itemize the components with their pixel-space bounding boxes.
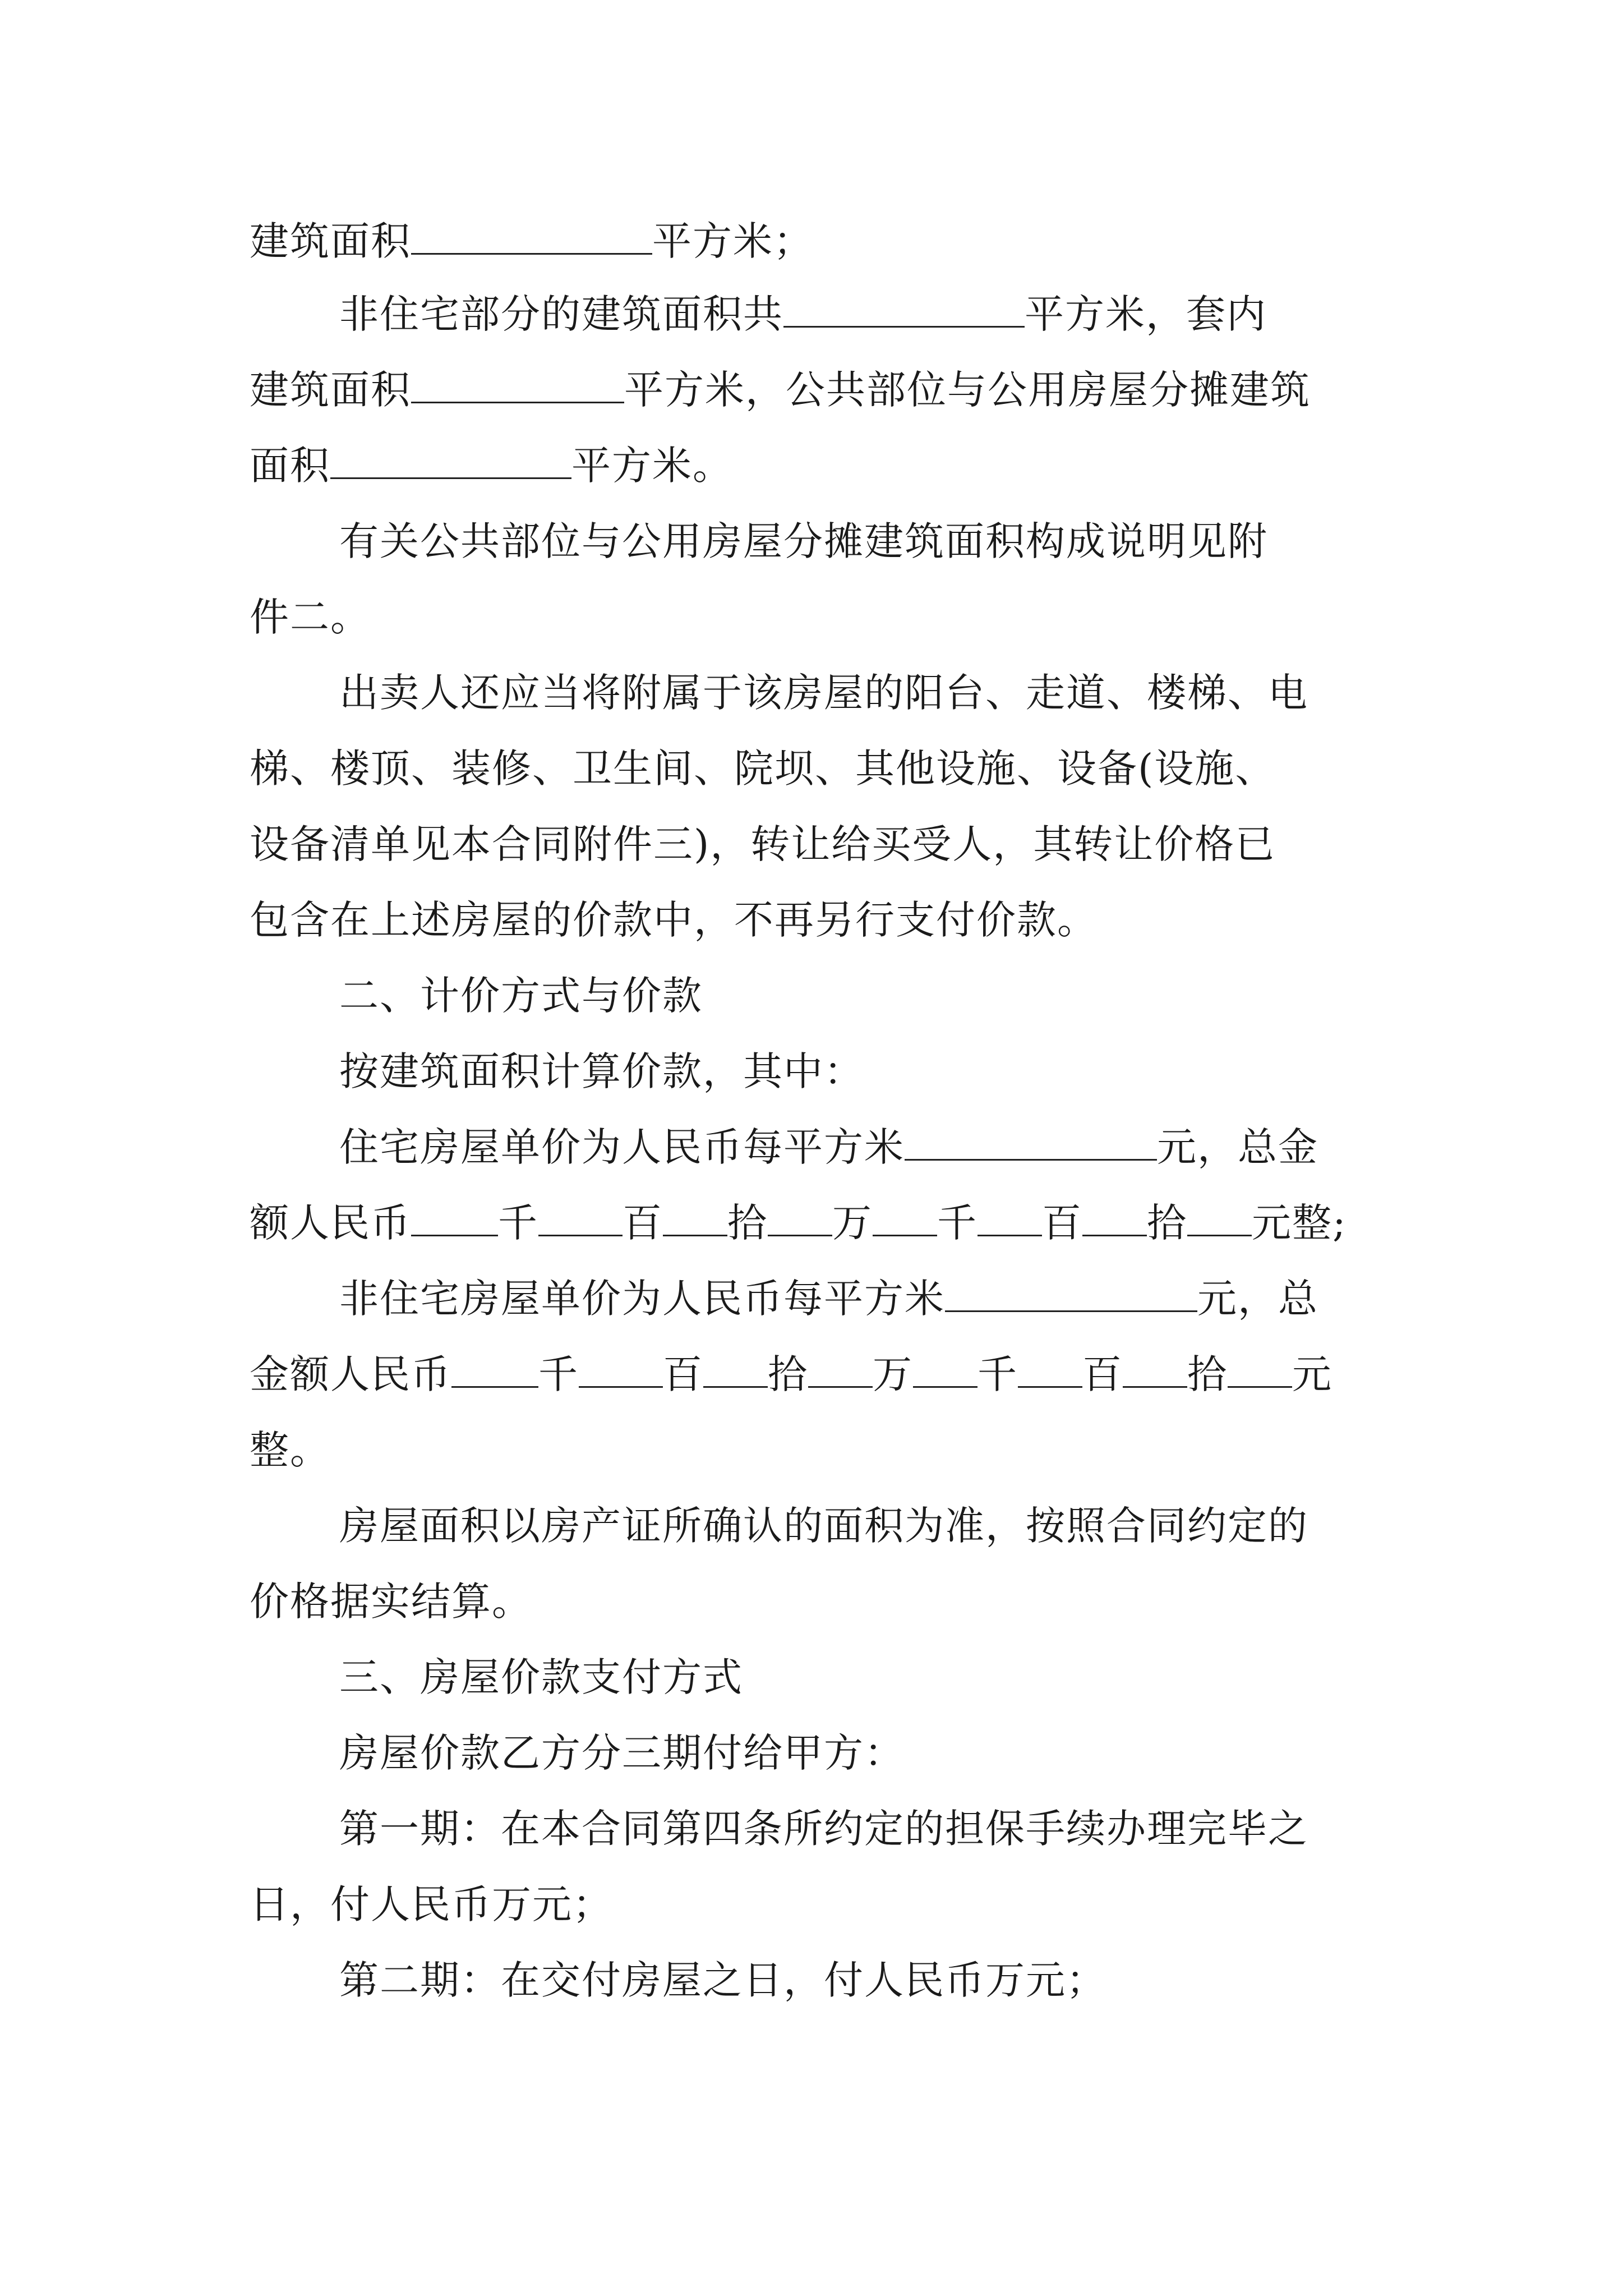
fill-blank (873, 1197, 937, 1236)
section-heading (339, 968, 703, 1024)
text-segment: 第二期：在交付房屋之日，付人民币万元； (339, 1957, 1106, 2003)
text-segment: 住宅房屋单价为人民币每平方米 (339, 1124, 905, 1170)
text-segment: 拾 (727, 1200, 768, 1246)
text-line (339, 1119, 1318, 1175)
fill-blank (1082, 1197, 1147, 1236)
text-segment: 梯、楼顶、装修、卫生间、院坝、其他设施、设备(设施、 (250, 746, 1276, 792)
text-segment: 平方米； (652, 218, 814, 264)
fill-blank (978, 1197, 1042, 1236)
text-segment: 千 (937, 1200, 978, 1246)
fill-blank (913, 1348, 978, 1388)
fill-blank (945, 1272, 1197, 1312)
text-line (250, 1876, 613, 1932)
text-line (339, 1725, 905, 1781)
fill-blank (411, 215, 652, 255)
text-segment: 第一期：在本合同第四条所约定的担保手续办理完毕之 (339, 1806, 1308, 1852)
text-segment: 拾 (1147, 1200, 1187, 1246)
text-line (339, 1271, 1318, 1327)
text-segment: 百 (1082, 1351, 1123, 1397)
text-segment: 房屋面积以房产证所确认的面积为准，按照合同约定的 (339, 1503, 1308, 1549)
text-segment: 千 (538, 1351, 579, 1397)
text-segment: 平方米，公共部位与公用房屋分摊建筑 (624, 367, 1311, 413)
text-segment: 额人民币 (250, 1200, 411, 1246)
fill-blank (703, 1348, 768, 1388)
text-line (339, 286, 1267, 342)
fill-blank (768, 1197, 832, 1236)
text-line (339, 1801, 1308, 1857)
fill-blank (1018, 1348, 1082, 1388)
text-segment: 按建筑面积计算价款，其中： (339, 1048, 864, 1094)
fill-blank (783, 288, 1025, 328)
text-line (250, 740, 1275, 797)
text-line (339, 513, 1268, 569)
fill-blank (330, 439, 571, 479)
text-segment: 建筑面积 (250, 367, 411, 413)
text-line (250, 438, 733, 494)
text-segment: 三、房屋价款支付方式 (339, 1654, 743, 1700)
section-heading (339, 1649, 743, 1705)
text-segment: 非住宅房屋单价为人民币每平方米 (339, 1276, 945, 1322)
text-segment: 整。 (250, 1427, 330, 1473)
text-segment: 元整; (1252, 1200, 1347, 1246)
text-segment: 非住宅部分的建筑面积共 (339, 291, 783, 337)
text-line (250, 1422, 330, 1478)
text-segment: 拾 (768, 1351, 808, 1397)
text-segment: 万 (873, 1351, 913, 1397)
text-segment: 平方米，套内 (1025, 291, 1267, 337)
text-line (250, 892, 1098, 948)
text-line (250, 213, 814, 269)
fill-blank (451, 1348, 538, 1388)
text-segment: 面积 (250, 443, 330, 489)
text-segment: 元，总金 (1157, 1124, 1318, 1170)
text-segment: 房屋价款乙方分三期付给甲方： (339, 1730, 905, 1776)
text-segment: 百 (623, 1200, 663, 1246)
text-segment: 百 (1042, 1200, 1082, 1246)
text-segment: 百 (663, 1351, 703, 1397)
text-segment: 拾 (1187, 1351, 1228, 1397)
text-line (250, 362, 1311, 418)
text-segment: 设备清单见本合同附件三)，转让给买受人，其转让价格已 (250, 821, 1276, 867)
text-line (339, 1952, 1106, 2008)
fill-blank (1123, 1348, 1187, 1388)
fill-blank (663, 1197, 727, 1236)
text-segment: 件二。 (250, 594, 371, 640)
text-segment: 有关公共部位与公用房屋分摊建筑面积构成说明见附 (339, 518, 1268, 564)
text-segment: 金额人民币 (250, 1351, 451, 1397)
fill-blank (538, 1197, 623, 1236)
text-segment: 价格据实结算。 (250, 1579, 532, 1625)
fill-blank (905, 1121, 1157, 1161)
text-line (250, 1573, 532, 1630)
text-line (339, 665, 1308, 721)
text-segment: 元，总 (1197, 1276, 1318, 1322)
text-segment: 出卖人还应当将附属于该房屋的阳台、走道、楼梯、电 (339, 670, 1308, 716)
text-segment: 元 (1292, 1351, 1332, 1397)
text-segment: 平方米。 (571, 443, 733, 489)
text-segment: 二、计价方式与价款 (339, 973, 703, 1019)
fill-blank (1187, 1197, 1252, 1236)
fill-blank (579, 1348, 663, 1388)
text-segment: 千 (978, 1351, 1018, 1397)
text-line (250, 1195, 1347, 1251)
text-line (250, 816, 1275, 872)
text-line (250, 589, 371, 645)
text-segment: 千 (498, 1200, 538, 1246)
text-segment: 日，付人民币万元； (250, 1881, 613, 1927)
text-line (339, 1498, 1308, 1554)
text-line (250, 1346, 1332, 1402)
text-line (339, 1043, 864, 1099)
fill-blank (1228, 1348, 1292, 1388)
fill-blank (411, 1197, 498, 1236)
text-segment: 包含在上述房屋的价款中，不再另行支付价款。 (250, 897, 1098, 943)
text-segment: 万 (832, 1200, 873, 1246)
fill-blank (808, 1348, 873, 1388)
fill-blank (411, 364, 624, 403)
text-segment: 建筑面积 (250, 218, 411, 264)
